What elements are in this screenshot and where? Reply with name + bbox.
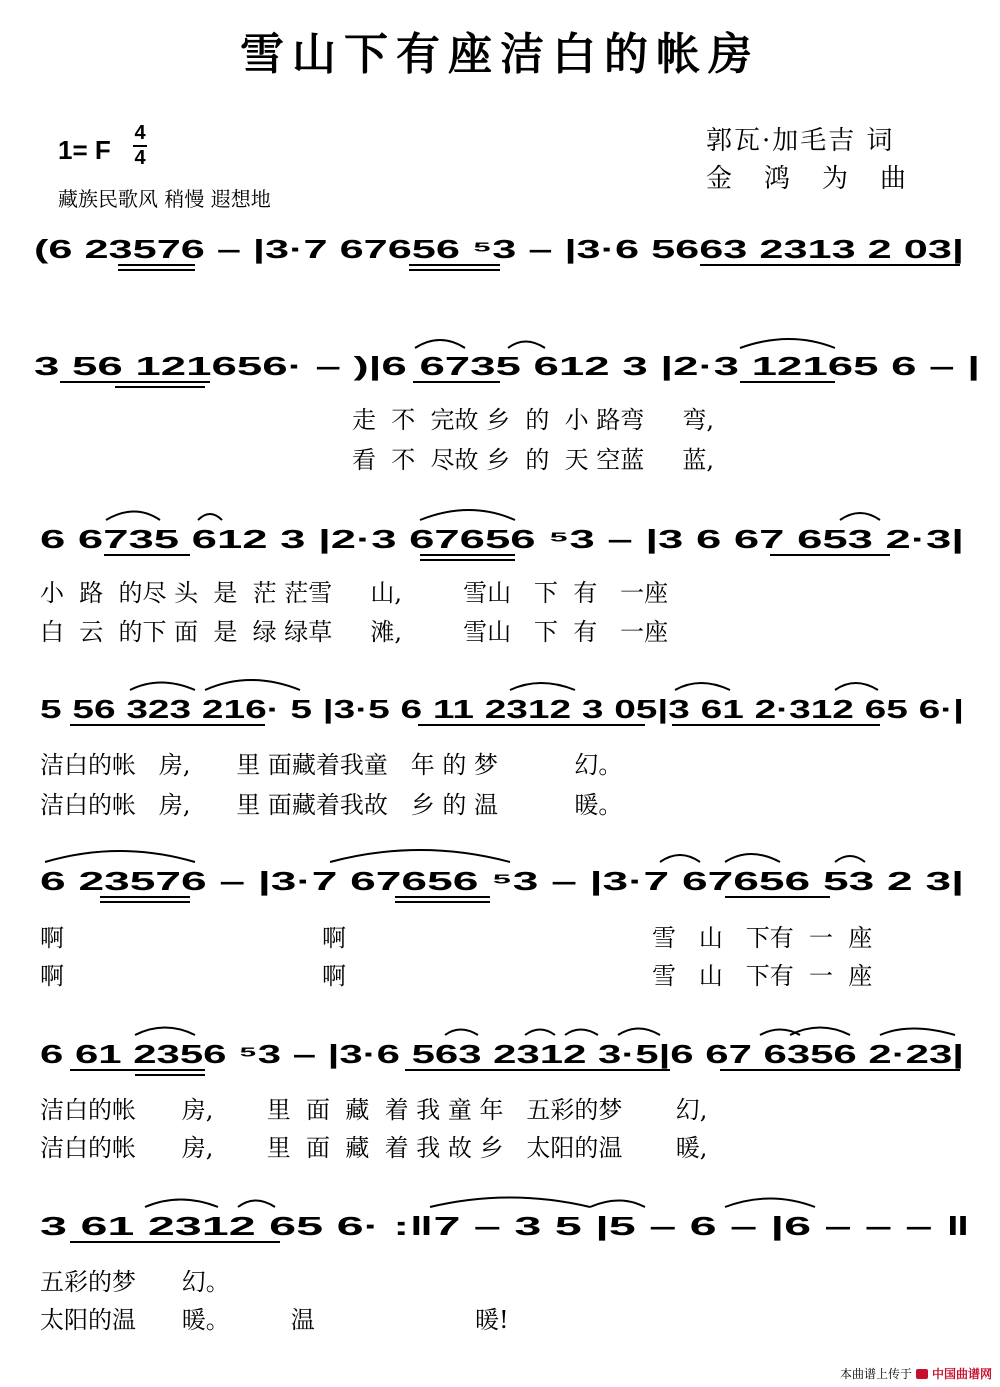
lyricist-name: 郭瓦·加毛吉 <box>706 126 857 156</box>
row-4-verse-1: 洁白的帐 房, 里 面藏着我童 年 的 梦 幻。 <box>40 751 623 779</box>
row-3-verse-1: 小 路 的尽 头 是 茫 茫雪 山, 雪山 下 有 一座 <box>40 579 669 607</box>
row-5-verse-1-a: 啊 <box>40 924 64 952</box>
site-logo-icon <box>916 1369 928 1379</box>
row-6-verse-1: 洁白的帐 房, 里 面 藏 着 我 童 年 五彩的梦 幻, <box>40 1096 708 1124</box>
score-row-3 <box>40 510 964 560</box>
footer-watermark <box>840 1365 992 1382</box>
score-row-4 <box>40 680 964 725</box>
time-signature-top: 4 <box>134 122 146 144</box>
row-1-notes: (6 23576 – |3·7 67656 ⁵3 – |3·6 5663 2313 2 03| <box>34 234 964 264</box>
row-2-notes: 3 56 121656· – )|6 6735 612 3 |2·3 12165 6 – | <box>34 351 980 381</box>
page-title: 雪山下有座洁白的帐房 <box>240 29 760 80</box>
row-4-verse-2: 洁白的帐 房, 里 面藏着我故 乡 的 温 暖。 <box>40 791 623 819</box>
row-6-verse-2: 洁白的帐 房, 里 面 藏 着 我 故 乡 太阳的温 暖, <box>40 1134 708 1162</box>
row-5-verse-1-c: 雪 山 下有 一 座 <box>652 924 873 952</box>
row-5-verse-1-b: 啊 <box>322 924 346 952</box>
time-signature-bottom: 4 <box>134 147 146 169</box>
row-7-verse-2: 太阳的温 暖。 温 暖! <box>40 1306 509 1334</box>
score-row-7 <box>40 1198 970 1243</box>
row-5-verse-2-b: 啊 <box>322 962 346 990</box>
score-row-1 <box>34 234 964 270</box>
row-5-verse-2-a: 啊 <box>40 962 64 990</box>
row-7-verse-1: 五彩的梦 幻。 <box>40 1268 230 1296</box>
score-row-5 <box>40 850 964 902</box>
row-6-notes: 6 61 2356 ⁵3 – |3·6 563 2312 3·5|6 67 6356 2·23| <box>40 1039 964 1069</box>
footer-site: 中国曲谱网 <box>931 1367 992 1381</box>
key-signature: 1= F <box>58 135 111 165</box>
row-7-notes: 3 61 2312 65 6· :‖7 – 3 5 |5 – 6 – |6 – – – ‖ <box>40 1211 970 1241</box>
row-2-verse-1: 走 不 完故 乡 的 小 路弯 弯, <box>352 406 715 434</box>
tempo-marking: 藏族民歌风 稍慢 遐想地 <box>58 187 271 211</box>
composer-char-2: 鸿 <box>764 164 793 194</box>
lyricist-role: 词 <box>866 126 895 156</box>
composer-char-3: 为 <box>822 164 851 194</box>
composer-char-1: 金 <box>706 164 735 194</box>
row-5-notes: 6 23576 – |3·7 67656 ⁵3 – |3·7 67656 53 2 3| <box>40 866 964 896</box>
row-3-notes: 6 6735 612 3 |2·3 67656 ⁵3 – |3 6 67 653 2·3| <box>40 524 964 554</box>
score-row-6 <box>40 1028 964 1076</box>
score-row-2 <box>34 339 980 387</box>
row-2-verse-2: 看 不 尽故 乡 的 天 空蓝 蓝, <box>352 446 715 474</box>
footer-text: 本曲谱上传于 <box>839 1367 912 1381</box>
composer-role: 曲 <box>880 164 909 194</box>
row-3-verse-2: 白 云 的下 面 是 绿 绿草 滩, 雪山 下 有 一座 <box>40 618 669 646</box>
row-5-verse-2-c: 雪 山 下有 一 座 <box>652 962 873 990</box>
row-4-notes: 5 56 323 216· 5 |3·5 6 11 2312 3 05|3 61 2·312 65 6·| <box>40 694 964 724</box>
